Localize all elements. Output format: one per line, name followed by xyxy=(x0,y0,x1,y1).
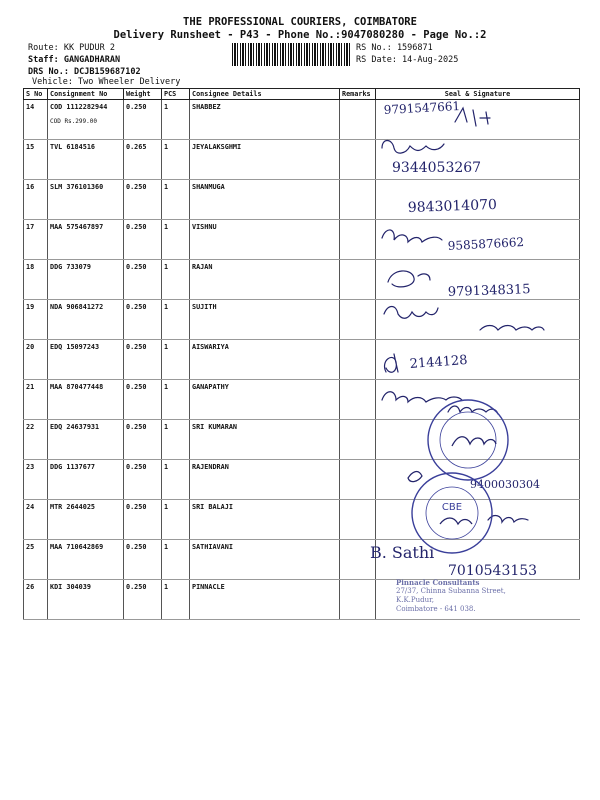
table-row xyxy=(24,420,580,460)
cell-pcs: 1 xyxy=(162,460,190,500)
cell-pcs: 1 xyxy=(162,340,190,380)
cell-pcs: 1 xyxy=(162,580,190,620)
cell-weight: 0.250 xyxy=(124,340,162,380)
seal-center-text: CBE xyxy=(441,502,463,513)
cell-sno: 19 xyxy=(24,300,48,340)
table-row xyxy=(24,340,580,380)
rs-number: RS No.: 1596871 xyxy=(356,43,433,53)
cell-remarks xyxy=(340,260,376,300)
cell-remarks xyxy=(340,420,376,460)
cell-remarks xyxy=(340,580,376,620)
cell-remarks xyxy=(340,460,376,500)
col-remarks: Remarks xyxy=(340,89,376,100)
cell-weight: 0.250 xyxy=(124,180,162,220)
table-row xyxy=(24,540,580,580)
cell-consignment: MTR 2644025 xyxy=(48,500,124,540)
cell-pcs: 1 xyxy=(162,380,190,420)
cell-consignee: SHANMUGA xyxy=(190,180,340,220)
cell-remarks xyxy=(340,140,376,180)
cell-consignee: VISHNU xyxy=(190,220,340,260)
cell-signature xyxy=(376,140,580,180)
handwritten-phone: 9791547661 xyxy=(383,99,461,117)
cell-weight: 0.250 xyxy=(124,100,162,140)
cell-consignee: SRI KUMARAN xyxy=(190,420,340,460)
cod-amount: COD Rs.299.00 xyxy=(50,118,97,125)
pinnacle-stamp xyxy=(396,578,506,614)
cell-pcs: 1 xyxy=(162,260,190,300)
staff-label: Staff: GANGADHARAN xyxy=(28,55,121,65)
cell-consignee: RAJENDRAN xyxy=(190,460,340,500)
table-row xyxy=(24,380,580,420)
cell-signature xyxy=(376,260,580,300)
cell-consignment: DDG 733079 xyxy=(48,260,124,300)
cell-weight: 0.250 xyxy=(124,300,162,340)
cell-consignment: MAA 575467897 xyxy=(48,220,124,260)
cell-consignee: AISWARIYA xyxy=(190,340,340,380)
barcode xyxy=(232,43,350,66)
vehicle-label: Vehicle: Two Wheeler Delivery xyxy=(32,77,181,87)
col-consignee: Consignee Details xyxy=(190,89,340,100)
cell-sno: 16 xyxy=(24,180,48,220)
col-weight: Weight xyxy=(124,89,162,100)
stamp-line: 27/37, Chinna Subanna Street, xyxy=(396,587,506,595)
cell-sno: 20 xyxy=(24,340,48,380)
cell-consignee: JEYALAKSGHMI xyxy=(190,140,340,180)
handwritten-phone: 9400030304 xyxy=(470,478,540,491)
cell-sno: 17 xyxy=(24,220,48,260)
cell-weight: 0.250 xyxy=(124,580,162,620)
cell-remarks xyxy=(340,340,376,380)
col-sno: S No xyxy=(24,89,48,100)
cell-pcs: 1 xyxy=(162,140,190,180)
cell-signature xyxy=(376,420,580,460)
cell-consignment: KDI 304039 xyxy=(48,580,124,620)
cell-remarks xyxy=(340,300,376,340)
cell-pcs: 1 xyxy=(162,540,190,580)
cell-consignment: SLM 376101360 xyxy=(48,180,124,220)
runsheet-table xyxy=(23,88,580,620)
col-seal-signature: Seal & Signature xyxy=(376,89,580,100)
handwritten-phone: 7010543153 xyxy=(448,563,538,579)
cell-pcs: 1 xyxy=(162,180,190,220)
cell-consignment: MAA 870477448 xyxy=(48,380,124,420)
table-row xyxy=(24,460,580,500)
col-consignment: Consignment No xyxy=(48,89,124,100)
cell-consignment: DDG 1137677 xyxy=(48,460,124,500)
cell-pcs: 1 xyxy=(162,220,190,260)
handwritten-name: B. Sathi xyxy=(370,543,435,562)
cell-weight: 0.250 xyxy=(124,260,162,300)
cell-sno: 14 xyxy=(24,100,48,140)
cell-remarks xyxy=(340,540,376,580)
cell-consignment: EDQ 15097243 xyxy=(48,340,124,380)
cell-sno: 24 xyxy=(24,500,48,540)
table-header-row xyxy=(24,89,580,100)
cell-consignment: NDA 906841272 xyxy=(48,300,124,340)
cell-signature xyxy=(376,300,580,340)
col-pcs: PCS xyxy=(162,89,190,100)
handwritten-phone: 9843014070 xyxy=(407,196,498,216)
handwritten-number: 2144128 xyxy=(409,352,469,372)
cell-consignment: MAA 710642869 xyxy=(48,540,124,580)
cell-consignee: SATHIAVANI xyxy=(190,540,340,580)
cell-weight: 0.250 xyxy=(124,380,162,420)
stamp-line: Pinnacle Consultants xyxy=(396,578,480,587)
cell-consignee: RAJAN xyxy=(190,260,340,300)
cell-weight: 0.250 xyxy=(124,540,162,580)
cell-sno: 25 xyxy=(24,540,48,580)
cell-signature xyxy=(376,500,580,540)
cell-weight: 0.250 xyxy=(124,500,162,540)
cell-weight: 0.250 xyxy=(124,420,162,460)
cell-sno: 21 xyxy=(24,380,48,420)
cell-remarks xyxy=(340,220,376,260)
cell-pcs: 1 xyxy=(162,420,190,460)
cell-weight: 0.250 xyxy=(124,460,162,500)
cell-sno: 18 xyxy=(24,260,48,300)
cell-remarks xyxy=(340,180,376,220)
cell-consignee: SUJITH xyxy=(190,300,340,340)
handwritten-phone: 9791348315 xyxy=(447,282,531,300)
cell-signature xyxy=(376,380,580,420)
cell-consignment: EDQ 24637931 xyxy=(48,420,124,460)
cell-weight: 0.250 xyxy=(124,220,162,260)
cell-consignee: PINNACLE xyxy=(190,580,340,620)
cell-consignment xyxy=(48,100,124,140)
cell-signature xyxy=(376,540,580,580)
cell-pcs: 1 xyxy=(162,100,190,140)
stamp-line: K.K.Pudur, xyxy=(396,596,434,604)
table-row xyxy=(24,260,580,300)
stamp-line: Coimbatore - 641 038. xyxy=(396,605,476,613)
cell-pcs: 1 xyxy=(162,500,190,540)
cell-sno: 15 xyxy=(24,140,48,180)
cell-sno: 22 xyxy=(24,420,48,460)
handwritten-phone: 9585876662 xyxy=(447,235,525,253)
cell-signature xyxy=(376,180,580,220)
route-label: Route: KK PUDUR 2 xyxy=(28,43,115,53)
drs-label: DRS No.: DCJB159687102 xyxy=(28,67,141,77)
table-row xyxy=(24,180,580,220)
cell-signature xyxy=(376,460,580,500)
handwritten-phone: 9344053267 xyxy=(392,160,482,176)
cell-weight: 0.265 xyxy=(124,140,162,180)
cell-signature xyxy=(376,100,580,140)
rs-date: RS Date: 14-Aug-2025 xyxy=(356,55,459,65)
cell-signature xyxy=(376,340,580,380)
cell-consignee: GANAPATHY xyxy=(190,380,340,420)
consignment-number: COD 1112282944 xyxy=(50,103,108,111)
cell-pcs: 1 xyxy=(162,300,190,340)
cell-remarks xyxy=(340,500,376,540)
cell-consignment: TVL 6184516 xyxy=(48,140,124,180)
cell-signature xyxy=(376,220,580,260)
table-row xyxy=(24,300,580,340)
cell-sno: 23 xyxy=(24,460,48,500)
cell-remarks xyxy=(340,100,376,140)
table-row xyxy=(24,220,580,260)
cell-sno: 26 xyxy=(24,580,48,620)
cell-consignee: SHABBEZ xyxy=(190,100,340,140)
table-row xyxy=(24,500,580,540)
page-title: THE PROFESSIONAL COURIERS, COIMBATORE xyxy=(183,16,417,28)
table-row xyxy=(24,140,580,180)
page-subtitle: Delivery Runsheet - P43 - Phone No.:9047080280 - Page No.:2 xyxy=(113,29,487,41)
table-row xyxy=(24,100,580,140)
cell-remarks xyxy=(340,380,376,420)
cell-consignee: SRI BALAJI xyxy=(190,500,340,540)
